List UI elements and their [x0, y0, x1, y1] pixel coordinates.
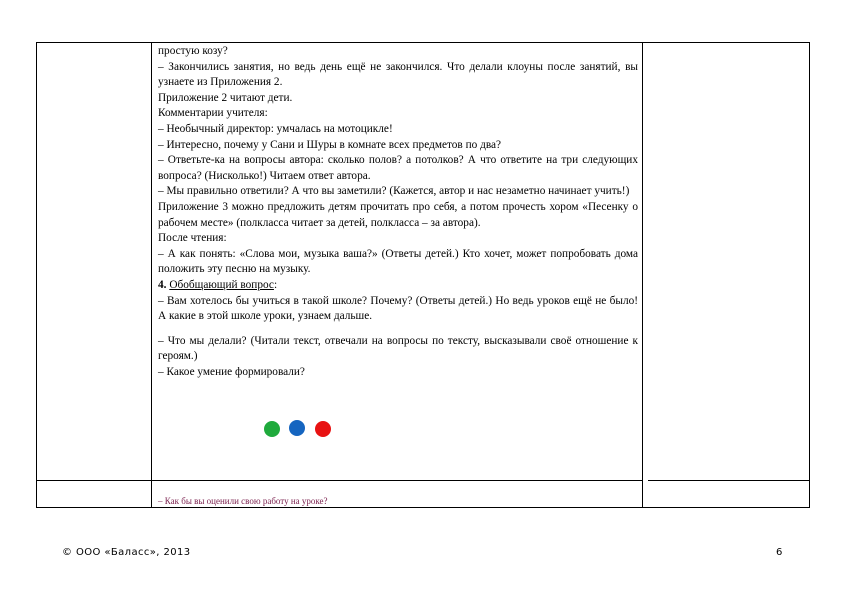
- table-top-border: [36, 42, 810, 43]
- footer-copyright: © ООО «Баласс», 2013: [62, 547, 191, 558]
- blue-dot-icon[interactable]: [289, 420, 305, 436]
- reflection-question: – Как бы вы оценили свою работу на уроке?: [158, 496, 328, 506]
- table-right-border: [809, 42, 810, 508]
- text-line: – А как понять: «Слова мои, музыка ваша?» (Ответы детей.) Кто хочет, может попробовать дома положить эту песню на музыку.: [158, 247, 638, 276]
- text-line: – Что мы делали? (Читали текст, отвечали на вопросы по тексту, высказывали своё отношение к героям.): [158, 334, 638, 363]
- text-line: – Закончились занятия, но ведь день ещё не закончился. Что делали клоуны после занятий, вы узнаете из Приложения 2.: [158, 60, 638, 89]
- text-line: Комментарии учителя:: [158, 107, 268, 120]
- section-number: 4.: [158, 278, 167, 291]
- text-line: простую козу?: [158, 45, 228, 57]
- text-line: Приложение 3 можно предложить детям прочитать про себя, а потом прочесть хором «Песенку о рабочем месте» (полкласса читает за детей, полкласса – за автора).: [158, 200, 638, 229]
- lesson-text-cell: [158, 44, 638, 380]
- red-dot-icon[interactable]: [315, 421, 331, 437]
- section-title: Обобщающий вопрос: [169, 278, 274, 291]
- row-divider-right: [648, 480, 810, 481]
- text-line: – Вам хотелось бы учиться в такой школе? Почему? (Ответы детей.) Но ведь уроков ещё не было! А какие в этой школе уроки, узнаем дальше.: [158, 294, 638, 323]
- column-divider-1: [151, 42, 152, 508]
- text-line: – Какое умение формировали?: [158, 365, 305, 378]
- table-left-border: [36, 42, 37, 508]
- text-line: Приложение 2 читают дети.: [158, 91, 293, 104]
- text-line: – Мы правильно ответили? А что вы заметили? (Кажется, автор и нас незаметно начинает учить!): [158, 185, 630, 198]
- text-line: После чтения:: [158, 232, 227, 245]
- table-bottom-border: [36, 507, 810, 508]
- section-heading: [158, 278, 638, 294]
- column-divider-2: [642, 42, 643, 508]
- text-line: – Необычный директор: умчалась на мотоцикле!: [158, 122, 393, 135]
- text-line: – Ответьте-ка на вопросы автора: сколько полов? а потолков? А что ответите на три следующих вопроса? (Нисколько!) Читаем ответ автора.: [158, 154, 638, 182]
- green-dot-icon[interactable]: [264, 421, 280, 437]
- text-line: – Интересно, почему у Сани и Шуры в комнате всех предметов по два?: [158, 138, 502, 151]
- page-number: 6: [776, 547, 783, 558]
- section-colon: :: [273, 278, 278, 291]
- row-divider: [36, 480, 642, 481]
